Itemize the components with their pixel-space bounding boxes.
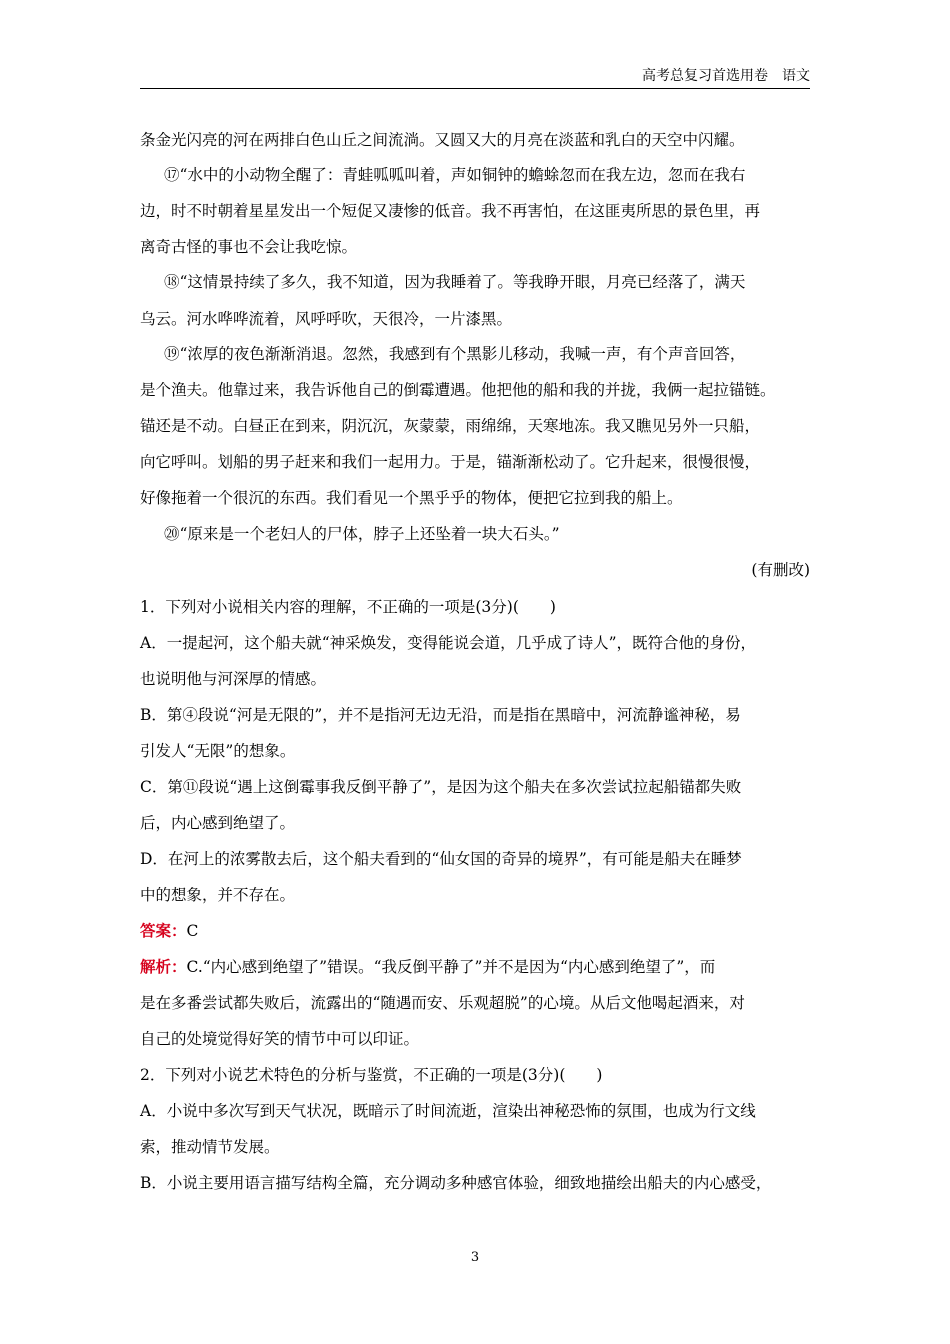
question-1-analysis: 自己的处境觉得好笑的情节中可以印证。 [140,1030,420,1048]
question-1-option-a: 也说明他与河深厚的情感。 [140,670,327,688]
passage-line: 好像拖着一个很沉的东西。我们看见一个黑乎乎的物体，便把它拉到我的船上。 [140,489,683,507]
source-note: (有删改) [751,561,810,579]
passage-line: 是个渔夫。他靠过来，我告诉他自己的倒霉遭遇。他把他的船和我的并拢，我俩一起拉锚链。 [140,381,776,399]
passage-line: 向它呼叫。划船的男子赶来和我们一起用力。于是，锚渐渐松动了。它升起来，很慢很慢， [140,453,761,471]
question-1-option-c: C．第⑪段说“遇上这倒霉事我反倒平静了”，是因为这个船夫在多次尝试拉起船锚都失败 [140,778,742,796]
question-1-option-d: 中的想象，并不存在。 [140,886,296,904]
paragraph-19-line: ⑲“浓厚的夜色渐渐消退。忽然，我感到有个黑影儿移动，我喊一声，有个声音回答， [164,345,746,363]
paragraph-17-line: ⑰“水中的小动物全醒了：青蛙呱呱叫着，声如铜钟的蟾蜍忽而在我左边，忽而在我右 [164,166,746,184]
question-2-stem: 2．下列对小说艺术特色的分析与鉴赏，不正确的一项是(3分)( ) [140,1066,603,1084]
page-header: 高考总复习首选用卷 语文 [140,66,810,89]
paragraph-20-line: ⑳“原来是一个老妇人的尸体，脖子上还坠着一块大石头。” [164,525,560,543]
question-1-option-c: 后，内心感到绝望了。 [140,814,296,832]
passage-line: 乌云。河水哗哗流着，风呼呼吹，天很冷，一片漆黑。 [140,310,513,328]
analysis-label: 解析： [140,957,187,976]
answer-label: 答案： [140,921,187,940]
paragraph-18-line: ⑱“这情景持续了多久，我不知道，因为我睡着了。等我睁开眼，月亮已经落了，满天 [164,273,746,291]
analysis-text: C.“内心感到绝望了”错误。“我反倒平静了”并不是因为“内心感到绝望了”，而 [186,958,716,976]
answer-value: C [186,922,199,940]
question-1-option-d: D．在河上的浓雾散去后，这个船夫看到的“仙女国的奇异的境界”，有可能是船夫在睡梦 [140,850,742,868]
question-1-option-b: 引发人“无限”的想象。 [140,742,296,760]
page-number: 3 [470,1250,480,1265]
passage-line: 离奇古怪的事也不会让我吃惊。 [140,238,358,256]
question-2-option-b: B．小说主要用语言描写结构全篇，充分调动多种感官体验，细致地描绘出船夫的内心感受， [140,1174,772,1192]
question-1-option-a: A．一提起河，这个船夫就“神采焕发，变得能说会道，几乎成了诗人”，既符合他的身份， [140,634,757,652]
passage-line: 锚还是不动。白昼正在到来，阴沉沉，灰蒙蒙，雨绵绵，天寒地冻。我又瞧见另外一只船， [140,417,761,435]
question-1-analysis [140,956,810,978]
passage-line: 条金光闪亮的河在两排白色山丘之间流淌。又圆又大的月亮在淡蓝和乳白的天空中闪耀。 [140,131,745,149]
question-2-option-a: A．小说中多次写到天气状况，既暗示了时间流逝，渲染出神秘恐怖的氛围，也成为行文线 [140,1102,756,1120]
question-1-analysis: 是在多番尝试都失败后，流露出的“随遇而安、乐观超脱”的心境。从后文他喝起酒来，对 [140,994,745,1012]
question-2-option-a: 索，推动情节发展。 [140,1138,280,1156]
passage-line: 边，时不时朝着星星发出一个短促又凄惨的低音。我不再害怕，在这匪夷所思的景色里，再 [140,202,761,220]
question-1-stem: 1．下列对小说相关内容的理解，不正确的一项是(3分)( ) [140,598,556,616]
question-1-option-b: B．第④段说“河是无限的”，并不是指河无边无沿，而是指在黑暗中，河流静谧神秘，易 [140,706,741,724]
question-1-answer [140,920,810,942]
